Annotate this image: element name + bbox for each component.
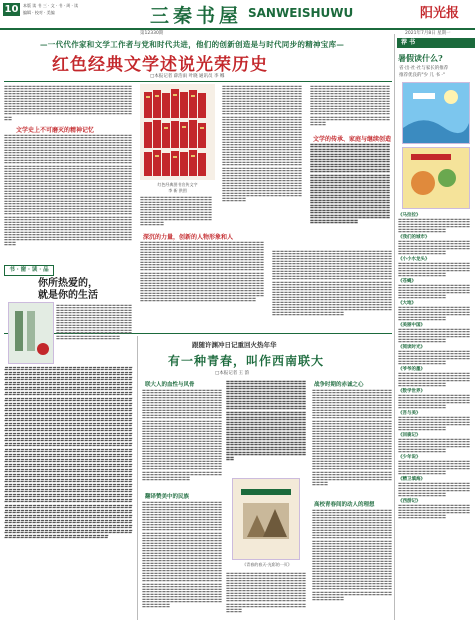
sidebar-item: 《爷爷的墨》 xyxy=(398,367,425,372)
lead-subhead-3: 文学的传承、家庭与继续创造 xyxy=(313,136,392,143)
left-feature-body: 〓〓〓〓〓〓〓〓〓〓〓〓〓〓〓〓〓〓〓〓〓〓〓〓〓〓〓〓〓〓〓〓〓〓〓〓〓〓〓〓〓〓〓〓〓〓〓〓〓〓〓〓〓〓〓〓〓〓〓〓〓〓〓〓〓〓〓〓〓〓〓〓〓〓〓〓〓〓〓〓〓〓〓〓〓〓〓〓〓〓〓〓〓〓〓〓〓〓〓〓〓〓〓〓〓〓〓〓〓〓〓〓〓〓〓〓〓〓〓〓〓〓〓〓〓〓〓〓〓〓〓〓〓〓〓〓〓〓〓〓〓〓〓〓〓〓〓〓〓〓〓〓〓〓〓〓〓〓〓〓〓〓〓〓〓〓〓〓〓〓〓〓〓〓〓〓〓〓〓〓〓〓〓〓〓〓〓〓〓〓〓〓〓〓〓〓〓〓〓〓〓〓〓〓〓〓〓〓〓〓〓〓〓〓〓〓〓〓〓〓〓〓〓〓〓〓〓〓〓〓〓〓〓〓〓〓〓〓〓〓〓〓〓〓〓〓〓〓〓〓〓〓〓〓〓〓〓〓〓〓〓〓〓〓〓〓〓〓〓〓〓〓〓〓〓〓〓〓〓〓〓〓〓〓〓〓〓〓〓〓〓〓〓〓〓〓〓〓〓〓〓〓〓〓〓〓〓〓〓〓〓〓〓〓〓〓〓〓〓〓〓〓〓〓〓〓〓〓〓〓〓〓〓〓〓〓〓〓〓〓〓〓〓〓〓〓〓〓〓〓〓〓〓〓〓〓〓〓〓〓〓〓〓〓〓〓〓〓〓〓〓〓〓〓〓〓〓〓〓〓〓〓〓〓〓〓〓〓〓〓〓〓〓〓〓〓〓〓〓〓〓〓〓〓〓〓〓〓〓〓〓〓〓〓〓〓〓〓〓〓〓〓〓〓〓〓〓〓〓〓〓〓〓〓〓〓〓〓〓〓〓〓〓〓〓〓〓〓〓〓〓〓〓〓〓〓〓〓〓〓〓〓〓〓〓〓〓〓〓〓〓〓〓〓〓〓〓〓〓〓〓〓〓〓〓〓〓〓〓〓〓〓〓〓〓〓〓〓〓〓〓〓〓〓〓〓〓〓〓〓〓〓〓〓〓〓〓〓〓〓〓〓〓〓〓〓〓〓〓〓〓〓〓〓〓〓〓〓〓〓〓〓〓〓〓〓〓〓〓〓〓〓〓〓〓〓〓〓〓〓〓〓〓〓〓〓〓〓〓〓〓〓〓〓〓〓〓〓〓〓〓〓〓〓〓〓〓〓〓〓〓〓〓〓〓〓〓〓〓〓〓〓〓〓〓〓〓〓〓〓〓〓〓〓〓〓〓〓〓〓〓〓〓〓〓〓〓〓〓〓〓〓〓〓〓〓〓〓〓〓〓〓〓〓〓〓〓〓〓〓〓〓〓〓〓〓〓〓〓〓〓〓〓〓〓〓〓〓〓〓〓〓〓〓〓〓〓〓〓〓〓〓〓〓〓〓〓〓〓〓〓〓〓〓〓〓〓〓〓〓〓〓〓〓〓〓〓〓〓〓〓〓〓〓〓〓〓〓〓〓〓〓〓〓〓〓〓〓〓〓〓〓〓〓〓〓〓〓〓〓〓〓〓〓〓〓〓〓〓〓〓〓〓〓〓〓〓〓〓〓〓〓〓〓〓〓〓〓〓〓〓〓〓〓〓〓〓〓〓〓〓〓〓〓〓〓〓〓〓〓〓〓〓〓〓〓〓〓〓〓〓〓〓〓〓〓〓〓〓〓〓〓〓〓〓〓〓〓〓〓〓〓〓〓〓〓〓〓〓〓〓〓〓〓〓〓〓〓〓〓〓〓〓〓〓〓〓〓〓〓〓〓〓〓〓〓〓〓〓〓〓〓〓〓〓〓〓〓〓〓〓〓〓〓〓〓〓〓〓〓〓〓〓〓〓〓〓〓〓〓〓〓〓〓〓〓〓〓〓〓〓〓〓〓〓〓〓〓〓〓〓〓〓〓〓〓〓〓〓〓〓〓〓〓〓〓〓〓〓〓〓〓〓〓〓〓〓〓〓〓〓〓〓〓〓〓〓〓〓〓〓〓〓〓〓〓〓〓〓〓〓〓〓〓〓〓〓〓〓〓〓〓〓〓〓〓〓〓〓〓〓〓〓〓〓〓〓〓〓〓〓〓〓〓〓〓〓〓〓〓〓〓〓〓〓〓〓〓〓〓〓〓〓〓〓〓〓〓〓〓〓〓〓〓〓〓〓〓〓〓〓〓〓〓〓〓〓〓〓〓〓〓〓〓〓〓〓〓〓〓〓〓〓〓〓〓〓〓〓〓〓〓〓〓〓〓〓〓〓〓〓〓〓〓〓〓〓〓〓〓〓〓 xyxy=(4,366,132,540)
lead-body-col4-b: 〓〓〓〓〓〓〓〓〓〓〓〓〓〓〓〓〓〓〓〓〓〓〓〓〓〓〓〓〓〓〓〓〓〓〓〓〓〓〓〓〓〓〓〓〓〓〓〓〓〓〓〓〓〓〓〓〓〓〓〓〓〓〓〓〓〓〓〓〓〓〓〓〓〓〓〓〓〓〓〓〓〓〓〓〓〓〓〓〓〓〓〓〓〓〓〓〓〓〓〓〓〓〓〓〓〓〓〓〓〓〓〓〓〓〓〓〓〓〓〓〓〓〓〓〓〓〓〓〓〓〓〓〓〓〓〓〓〓〓〓〓〓〓〓〓〓〓〓〓〓〓〓〓〓〓〓〓〓〓〓〓〓〓〓〓〓〓〓〓〓〓〓〓〓〓〓〓〓〓〓〓〓〓〓〓〓〓〓〓〓〓〓〓〓〓〓〓〓〓〓〓〓〓〓〓〓〓〓〓〓〓〓〓〓〓〓〓〓〓〓〓〓〓〓〓〓〓〓〓〓〓〓〓〓〓〓〓〓〓〓〓〓〓〓〓〓〓〓〓〓〓〓〓〓〓〓〓〓〓〓〓〓〓〓〓〓〓〓〓〓〓〓〓〓〓〓〓〓〓〓〓〓〓〓〓〓〓〓〓〓〓〓〓〓〓〓〓〓〓〓〓〓〓〓〓〓〓〓〓〓〓〓 xyxy=(310,143,390,225)
sidebar-item-desc: 〓〓〓〓〓〓〓〓〓〓〓〓〓〓〓〓〓〓〓〓〓〓〓〓〓〓〓〓〓〓〓〓〓〓〓〓〓〓〓〓〓〓〓〓〓〓〓〓 xyxy=(398,438,470,454)
masthead-editors: 编辑 · 校对 · 美编 xyxy=(23,10,55,15)
lead-headline: 红色经典文学述说光荣历史 xyxy=(52,55,268,75)
cover-art-yellow xyxy=(403,148,469,208)
sidebar-tag: 荐 书 xyxy=(397,38,475,48)
sidebar-item: 《回鹿记》 xyxy=(398,433,421,438)
sidebar-item: 《数学世界》 xyxy=(398,389,425,394)
newspaper-logo: 阳光报 xyxy=(420,6,460,21)
sidebar-item-desc: 〓〓〓〓〓〓〓〓〓〓〓〓〓〓〓〓〓〓〓〓〓〓〓〓〓〓〓〓〓〓〓〓〓〓〓〓〓〓〓〓〓〓〓〓〓〓〓〓 xyxy=(398,306,470,322)
sidebar-item-desc: 〓〓〓〓〓〓〓〓〓〓〓〓〓〓〓〓〓〓〓〓〓〓〓〓〓〓〓〓〓〓〓〓〓〓〓〓〓〓〓〓〓〓〓〓〓〓〓〓 xyxy=(398,482,470,498)
books-illustration xyxy=(140,84,215,180)
bottom-book-cover xyxy=(232,478,300,560)
section-title-en: SANWEISHUWU xyxy=(248,6,354,20)
sidebar-item-desc: 〓〓〓〓〓〓〓〓〓〓〓〓〓〓〓〓〓〓〓〓〓〓〓〓〓〓〓〓〓〓〓〓〓〓〓〓〓〓〓〓〓〓〓〓〓〓〓〓 xyxy=(398,328,470,344)
lead-kicker: —一代代作家和文学工作者与党和时代共进，他们的创新创造是与时代同步的精神宝库— xyxy=(40,40,345,49)
sidebar-item-desc: 〓〓〓〓〓〓〓〓〓〓〓〓〓〓〓〓〓〓〓〓〓〓〓〓〓〓〓〓〓〓〓〓〓〓〓〓〓〓〓〓〓〓〓〓〓〓〓〓 xyxy=(398,372,470,388)
cover-art-sky xyxy=(403,83,469,143)
image-caption: 红色经典图书宣传文字 xyxy=(157,182,198,187)
sidebar-item: 《阅读时光》 xyxy=(398,345,425,350)
bottom-body-col2-a: 〓〓〓〓〓〓〓〓〓〓〓〓〓〓〓〓〓〓〓〓〓〓〓〓〓〓〓〓〓〓〓〓〓〓〓〓〓〓〓〓〓〓〓〓〓〓〓〓〓〓〓〓〓〓〓〓〓〓〓〓〓〓〓〓〓〓〓〓〓〓〓〓〓〓〓〓〓〓〓〓〓〓〓〓〓〓〓〓〓〓〓〓〓〓〓〓〓〓〓〓〓〓〓〓〓〓〓〓〓〓〓〓〓〓〓〓〓〓〓〓〓〓〓〓〓〓〓〓〓〓〓〓〓〓〓〓〓〓〓〓〓〓〓〓〓〓〓〓〓〓〓〓〓〓〓〓〓〓〓〓〓〓〓〓〓〓〓〓〓〓〓〓〓〓〓〓〓〓〓〓〓〓〓〓〓〓〓〓〓〓〓〓〓〓〓〓〓〓〓〓〓〓〓〓〓〓〓〓〓〓〓〓〓〓〓〓〓〓〓〓〓〓〓〓〓〓〓〓〓〓〓〓〓〓〓〓〓〓〓〓〓〓〓〓〓〓〓〓〓〓〓〓〓〓〓〓〓〓〓〓〓〓〓〓〓〓〓〓〓〓〓〓〓〓〓〓〓〓〓〓〓〓〓〓〓〓〓〓〓〓〓〓〓〓〓〓〓〓〓〓〓〓 xyxy=(226,380,306,462)
sidebar-line-1: 省·出·社·社与家长的推荐 xyxy=(399,66,449,71)
sidebar-line-2: 推荐优良的"少 儿 书 ·" xyxy=(399,73,445,78)
lead-body-col4-c: 〓〓〓〓〓〓〓〓〓〓〓〓〓〓〓〓〓〓〓〓〓〓〓〓〓〓〓〓〓〓〓〓〓〓〓〓〓〓〓〓〓〓〓〓〓〓〓〓〓〓〓〓〓〓〓〓〓〓〓〓〓〓〓〓〓〓〓〓〓〓〓〓〓〓〓〓〓〓〓〓〓〓〓〓〓〓〓〓〓〓〓〓〓〓〓〓〓〓〓〓〓〓〓〓〓〓〓〓〓〓〓〓〓〓〓〓〓〓〓〓〓〓〓〓〓〓〓〓〓〓〓〓〓〓〓〓〓〓〓〓〓〓〓〓〓〓〓〓〓〓〓〓〓〓〓〓〓〓〓〓〓〓〓〓〓〓〓〓〓〓〓〓〓〓〓〓〓〓〓〓〓〓〓〓〓〓〓〓〓〓〓〓〓〓〓〓〓〓〓〓〓〓〓〓〓〓〓〓〓〓〓〓〓〓〓〓〓〓〓〓〓〓〓〓〓〓〓〓〓〓〓〓〓〓〓〓〓〓〓〓〓〓〓〓〓〓〓〓〓〓〓〓〓〓〓〓〓〓〓〓〓〓〓〓〓〓〓〓〓〓〓〓〓〓〓〓〓〓〓〓〓〓〓〓〓〓〓〓〓〓〓〓〓〓〓〓〓〓〓〓〓〓〓〓〓〓〓〓〓〓〓〓〓〓〓〓〓〓〓〓〓〓〓〓〓〓〓〓〓〓〓〓〓〓〓〓〓〓〓〓〓〓〓〓〓〓〓〓〓〓〓〓〓〓〓〓〓〓〓〓〓〓〓〓〓〓〓〓〓〓〓〓〓〓〓〓〓〓 xyxy=(272,250,392,317)
sidebar-item: 《西游记》 xyxy=(398,499,421,504)
issue-number: 第12330期 xyxy=(140,31,164,36)
sidebar-title: 暑假读什么? xyxy=(398,53,443,63)
left-feature-divider xyxy=(137,336,138,620)
sidebar-item: 《大地》 xyxy=(398,301,416,306)
masthead-info: 本版 读 书 三 · 文 · 书 · 周 · 读 xyxy=(23,3,79,8)
bottom-section-4: 高校青春间的动人的理想 xyxy=(314,502,375,508)
sidebar-item-desc: 〓〓〓〓〓〓〓〓〓〓〓〓〓〓〓〓〓〓〓〓〓〓〓〓〓〓〓〓〓〓〓〓〓〓〓〓〓〓〓〓〓〓〓〓〓〓〓〓 xyxy=(398,240,470,256)
lead-body-col2-a: 〓〓〓〓〓〓〓〓〓〓〓〓〓〓〓〓〓〓〓〓〓〓〓〓〓〓〓〓〓〓〓〓〓〓〓〓〓〓〓〓〓〓〓〓〓〓〓〓〓〓〓〓〓〓〓〓〓〓〓〓〓〓〓〓〓〓〓〓〓〓〓〓〓〓〓〓〓〓〓〓〓〓〓〓〓〓〓〓〓〓〓〓〓〓〓〓 xyxy=(140,196,212,227)
lead-rule xyxy=(4,81,392,82)
sidebar-list xyxy=(398,212,473,617)
sidebar-item: 《苍蝇》 xyxy=(398,279,416,284)
lead-body-col1-b: 〓〓〓〓〓〓〓〓〓〓〓〓〓〓〓〓〓〓〓〓〓〓〓〓〓〓〓〓〓〓〓〓〓〓〓〓〓〓〓〓〓〓〓〓〓〓〓〓〓〓〓〓〓〓〓〓〓〓〓〓〓〓〓〓〓〓〓〓〓〓〓〓〓〓〓〓〓〓〓〓〓〓〓〓〓〓〓〓〓〓〓〓〓〓〓〓〓〓〓〓〓〓〓〓〓〓〓〓〓〓〓〓〓〓〓〓〓〓〓〓〓〓〓〓〓〓〓〓〓〓〓〓〓〓〓〓〓〓〓〓〓〓〓〓〓〓〓〓〓〓〓〓〓〓〓〓〓〓〓〓〓〓〓〓〓〓〓〓〓〓〓〓〓〓〓〓〓〓〓〓〓〓〓〓〓〓〓〓〓〓〓〓〓〓〓〓〓〓〓〓〓〓〓〓〓〓〓〓〓〓〓〓〓〓〓〓〓〓〓〓〓〓〓〓〓〓〓〓〓〓〓〓〓〓〓〓〓〓〓〓〓〓〓〓〓〓〓〓〓〓〓〓〓〓〓〓〓〓〓〓〓〓〓〓〓〓〓〓〓〓〓〓〓〓〓〓〓〓〓〓〓〓〓〓〓〓〓〓〓〓〓〓〓〓〓〓〓〓〓〓〓〓〓〓〓〓〓〓〓〓〓〓〓〓〓〓〓〓〓〓〓〓〓〓〓〓〓〓〓〓〓〓〓〓〓〓〓〓〓〓〓〓〓〓〓〓〓〓〓〓〓〓〓〓〓〓〓〓〓〓〓〓〓〓〓〓〓〓〓〓〓〓〓〓〓〓〓〓〓〓〓〓〓〓〓〓〓〓〓〓〓〓〓〓〓〓〓〓〓〓〓〓〓〓〓〓〓〓〓〓〓〓〓〓〓〓〓〓〓〓〓〓〓〓〓〓〓〓〓〓〓〓〓〓〓〓〓〓〓〓〓〓〓〓〓〓〓〓〓〓〓〓〓〓〓〓〓〓〓〓〓〓〓〓〓〓〓〓〓〓〓〓〓〓〓〓〓〓〓〓〓〓〓〓〓〓〓〓〓〓〓〓〓〓〓〓〓〓〓〓〓〓〓〓〓〓〓〓〓〓〓〓〓〓〓〓〓〓〓〓〓〓〓〓〓〓〓〓〓〓〓〓〓〓〓〓〓〓〓〓〓〓〓〓〓〓〓〓〓〓〓〓〓〓〓〓〓〓〓〓〓〓〓〓〓〓〓〓〓〓〓〓〓〓〓〓〓〓〓〓〓〓〓〓〓〓〓〓〓〓〓〓〓〓〓〓〓〓〓〓〓〓〓〓〓〓〓〓〓〓〓〓〓〓〓〓〓〓〓〓〓〓〓〓〓〓〓〓〓〓〓〓〓〓〓〓〓〓〓〓〓〓〓〓〓〓〓〓〓〓〓〓〓〓〓〓〓〓〓〓〓〓〓〓〓〓〓〓〓〓〓〓〓〓〓 xyxy=(4,134,132,246)
sidebar-item-desc: 〓〓〓〓〓〓〓〓〓〓〓〓〓〓〓〓〓〓〓〓〓〓〓〓〓〓〓〓〓〓〓〓〓〓〓〓〓〓〓〓〓〓〓〓〓〓〓〓 xyxy=(398,416,470,432)
masthead-rule xyxy=(0,28,475,30)
sidebar-item: 《美丽中国》 xyxy=(398,323,425,328)
lead-subhead-1: 文学史上不可磨灭的精神记忆 xyxy=(16,127,95,134)
bottom-book-caption: 《青春的春天-光彩的一页》 xyxy=(242,562,292,567)
sidebar-item-desc: 〓〓〓〓〓〓〓〓〓〓〓〓〓〓〓〓〓〓〓〓〓〓〓〓〓〓〓〓〓〓〓〓〓〓〓〓〓〓〓〓〓〓〓〓〓〓〓〓 xyxy=(398,350,470,366)
sidebar-item-desc: 〓〓〓〓〓〓〓〓〓〓〓〓〓〓〓〓〓〓〓〓〓〓〓〓〓〓〓〓〓〓〓〓〓〓〓〓〓〓〓〓〓〓〓〓〓〓〓〓 xyxy=(398,262,470,278)
image-credit: 李 新 供图 xyxy=(168,188,187,193)
sidebar-item: 《我们的城市》 xyxy=(398,235,430,240)
sidebar-item-desc: 〓〓〓〓〓〓〓〓〓〓〓〓〓〓〓〓〓〓〓〓〓〓〓〓〓〓〓〓〓〓〓〓〓〓〓〓〓〓〓〓〓〓〓〓〓〓〓〓 xyxy=(398,284,470,300)
lead-body-col2-b: 〓〓〓〓〓〓〓〓〓〓〓〓〓〓〓〓〓〓〓〓〓〓〓〓〓〓〓〓〓〓〓〓〓〓〓〓〓〓〓〓〓〓〓〓〓〓〓〓〓〓〓〓〓〓〓〓〓〓〓〓〓〓〓〓〓〓〓〓〓〓〓〓〓〓〓〓〓〓〓〓〓〓〓〓〓〓〓〓〓〓〓〓〓〓〓〓〓〓〓〓〓〓〓〓〓〓〓〓〓〓〓〓〓〓〓〓〓〓〓〓〓〓〓〓〓〓〓〓〓〓〓〓〓〓〓〓〓〓〓〓〓〓〓〓〓〓〓〓〓〓〓〓〓〓〓〓〓〓〓〓〓〓〓〓〓〓〓〓〓〓〓〓〓〓〓〓〓〓〓〓〓〓〓〓〓〓〓〓〓〓〓〓〓〓〓〓〓〓〓〓〓〓〓〓〓〓〓〓〓〓〓〓〓〓〓〓〓〓〓〓〓〓〓〓〓〓〓〓〓〓〓〓〓〓〓〓〓〓〓〓〓〓〓〓〓〓〓〓〓〓〓〓〓〓〓〓〓〓〓〓〓〓〓〓〓〓〓〓〓〓〓〓〓〓〓〓〓〓〓〓〓〓〓〓〓〓〓〓〓〓〓〓〓〓〓〓〓〓〓〓〓〓〓〓〓〓〓〓〓〓〓〓〓〓〓〓〓〓〓〓〓〓〓〓〓〓〓〓〓〓〓〓〓〓〓〓〓〓〓〓〓〓〓〓〓〓〓〓〓〓〓〓〓〓〓〓〓〓〓〓〓〓〓〓〓〓〓〓〓〓 xyxy=(140,241,264,303)
bottom-headline: 有一种青春，叫作西南联大 xyxy=(168,354,325,368)
bottom-body-col3-b: 〓〓〓〓〓〓〓〓〓〓〓〓〓〓〓〓〓〓〓〓〓〓〓〓〓〓〓〓〓〓〓〓〓〓〓〓〓〓〓〓〓〓〓〓〓〓〓〓〓〓〓〓〓〓〓〓〓〓〓〓〓〓〓〓〓〓〓〓〓〓〓〓〓〓〓〓〓〓〓〓〓〓〓〓〓〓〓〓〓〓〓〓〓〓〓〓〓〓〓〓〓〓〓〓〓〓〓〓〓〓〓〓〓〓〓〓〓〓〓〓〓〓〓〓〓〓〓〓〓〓〓〓〓〓〓〓〓〓〓〓〓〓〓〓〓〓〓〓〓〓〓〓〓〓〓〓〓〓〓〓〓〓〓〓〓〓〓〓〓〓〓〓〓〓〓〓〓〓〓〓〓〓〓〓〓〓〓〓〓〓〓〓〓〓〓〓〓〓〓〓〓〓〓〓〓〓〓〓〓〓〓〓〓〓〓〓〓〓〓〓〓〓〓〓〓〓〓〓〓〓〓〓〓〓〓〓〓〓〓〓〓〓〓〓〓〓〓〓〓〓〓〓〓〓〓〓〓〓〓〓〓〓〓〓〓〓〓〓〓〓〓〓〓〓〓〓〓〓〓〓〓〓〓〓〓〓〓〓〓〓〓〓〓〓〓〓〓〓〓〓〓〓〓〓〓〓〓〓〓〓〓〓〓〓〓〓〓〓〓〓〓〓〓〓〓〓〓〓〓〓〓〓〓〓〓〓〓〓〓〓〓〓〓〓〓〓〓〓 xyxy=(312,509,392,601)
issue-date: 2021年7月8日 星期一 xyxy=(405,31,451,36)
left-feature-tag: 书 · 窗 · 读 · 品 xyxy=(4,265,54,276)
bottom-section-3: 战争时期的赤诚之心 xyxy=(314,382,364,388)
sidebar-item-desc: 〓〓〓〓〓〓〓〓〓〓〓〓〓〓〓〓〓〓〓〓〓〓〓〓〓〓〓〓〓〓〓〓〓〓〓〓〓〓〓〓〓〓〓〓〓〓〓〓 xyxy=(398,394,470,410)
page-number: 10 xyxy=(4,4,19,15)
lead-body-col1-a: 〓〓〓〓〓〓〓〓〓〓〓〓〓〓〓〓〓〓〓〓〓〓〓〓〓〓〓〓〓〓〓〓〓〓〓〓〓〓〓〓〓〓〓〓〓〓〓〓〓〓〓〓〓〓〓〓〓〓〓〓〓〓〓〓〓〓〓〓〓〓〓〓〓〓〓〓〓〓〓〓〓〓〓〓〓〓〓〓〓〓〓〓〓〓〓〓〓〓〓〓〓〓〓〓〓〓〓〓〓〓〓〓〓〓〓〓〓〓〓〓〓〓〓〓〓〓〓〓〓〓〓〓〓〓〓〓〓〓〓〓〓〓〓〓〓〓〓〓〓〓〓〓〓〓〓〓〓〓〓〓〓〓〓〓〓〓〓〓〓〓〓〓〓〓〓〓〓〓〓〓〓〓〓〓〓〓〓〓〓〓〓〓〓〓 xyxy=(4,85,132,121)
sidebar-divider xyxy=(394,34,395,620)
bottom-body-col2-b: 〓〓〓〓〓〓〓〓〓〓〓〓〓〓〓〓〓〓〓〓〓〓〓〓〓〓〓〓〓〓〓〓〓〓〓〓〓〓〓〓〓〓〓〓〓〓〓〓〓〓〓〓〓〓〓〓〓〓〓〓〓〓〓〓〓〓〓〓〓〓〓〓〓〓〓〓〓〓〓〓〓〓〓〓〓〓〓〓〓〓〓〓〓〓〓〓〓〓〓〓〓〓〓〓〓〓〓〓〓〓〓〓〓〓〓〓〓〓〓〓〓〓〓〓〓〓〓〓〓〓〓〓〓〓〓〓〓〓〓〓〓〓〓〓 xyxy=(226,572,306,613)
lead-body-col4-a: 〓〓〓〓〓〓〓〓〓〓〓〓〓〓〓〓〓〓〓〓〓〓〓〓〓〓〓〓〓〓〓〓〓〓〓〓〓〓〓〓〓〓〓〓〓〓〓〓〓〓〓〓〓〓〓〓〓〓〓〓〓〓〓〓〓〓〓〓〓〓〓〓〓〓〓〓〓〓〓〓〓〓〓〓〓〓〓〓〓〓〓〓〓〓〓〓〓〓〓〓〓〓〓〓〓〓〓〓〓〓〓〓〓〓〓〓〓〓〓〓〓〓〓〓〓〓〓〓〓〓〓〓〓〓〓〓〓〓〓〓〓〓〓〓 xyxy=(310,85,390,126)
lead-byline: □本报记者 薛浩雨 叶晓 通讯员 李 娜 xyxy=(150,74,225,79)
sidebar-item: 《小小水龙头》 xyxy=(398,257,430,262)
bottom-body-col3-a: 〓〓〓〓〓〓〓〓〓〓〓〓〓〓〓〓〓〓〓〓〓〓〓〓〓〓〓〓〓〓〓〓〓〓〓〓〓〓〓〓〓〓〓〓〓〓〓〓〓〓〓〓〓〓〓〓〓〓〓〓〓〓〓〓〓〓〓〓〓〓〓〓〓〓〓〓〓〓〓〓〓〓〓〓〓〓〓〓〓〓〓〓〓〓〓〓〓〓〓〓〓〓〓〓〓〓〓〓〓〓〓〓〓〓〓〓〓〓〓〓〓〓〓〓〓〓〓〓〓〓〓〓〓〓〓〓〓〓〓〓〓〓〓〓〓〓〓〓〓〓〓〓〓〓〓〓〓〓〓〓〓〓〓〓〓〓〓〓〓〓〓〓〓〓〓〓〓〓〓〓〓〓〓〓〓〓〓〓〓〓〓〓〓〓〓〓〓〓〓〓〓〓〓〓〓〓〓〓〓〓〓〓〓〓〓〓〓〓〓〓〓〓〓〓〓〓〓〓〓〓〓〓〓〓〓〓〓〓〓〓〓〓〓〓〓〓〓〓〓〓〓〓〓〓〓〓〓〓〓〓〓〓〓〓〓〓〓〓〓〓〓〓〓〓〓〓〓〓〓〓〓〓〓〓〓〓〓〓〓〓〓〓〓〓〓〓〓〓〓〓〓〓〓〓〓〓〓〓〓〓〓〓〓〓〓〓〓〓〓〓〓〓〓〓〓〓〓〓〓〓〓〓〓〓〓〓〓〓〓〓〓〓〓〓〓〓〓〓〓〓〓〓〓〓〓〓〓〓〓〓〓〓〓〓 xyxy=(312,389,392,486)
sidebar-item: 《马拉拉》 xyxy=(398,213,421,218)
lead-body-col3: 〓〓〓〓〓〓〓〓〓〓〓〓〓〓〓〓〓〓〓〓〓〓〓〓〓〓〓〓〓〓〓〓〓〓〓〓〓〓〓〓〓〓〓〓〓〓〓〓〓〓〓〓〓〓〓〓〓〓〓〓〓〓〓〓〓〓〓〓〓〓〓〓〓〓〓〓〓〓〓〓〓〓〓〓〓〓〓〓〓〓〓〓〓〓〓〓〓〓〓〓〓〓〓〓〓〓〓〓〓〓〓〓〓〓〓〓〓〓〓〓〓〓〓〓〓〓〓〓〓〓〓〓〓〓〓〓〓〓〓〓〓〓〓〓〓〓〓〓〓〓〓〓〓〓〓〓〓〓〓〓〓〓〓〓〓〓〓〓〓〓〓〓〓〓〓〓〓〓〓〓〓〓〓〓〓〓〓〓〓〓〓〓〓〓〓〓〓〓〓〓〓〓〓〓〓〓〓〓〓〓〓〓〓〓〓〓〓〓〓〓〓〓〓〓〓〓〓〓〓〓〓〓〓〓〓〓〓〓〓〓〓〓〓〓〓〓〓〓〓〓〓〓〓〓〓〓〓〓〓〓〓〓〓〓〓〓〓〓〓〓〓〓〓〓〓〓〓〓〓〓〓〓〓〓〓〓〓〓〓〓〓〓〓〓〓〓〓〓〓〓〓〓〓〓〓〓〓〓〓〓〓〓〓〓〓〓〓〓〓〓〓〓〓〓〓〓〓〓〓〓〓〓〓〓〓〓〓〓〓〓〓〓〓〓〓〓〓〓〓〓〓〓〓〓〓〓〓〓〓〓〓〓〓〓〓〓〓〓〓〓〓〓〓〓〓〓〓〓〓〓〓〓〓〓〓〓〓〓〓〓〓〓〓〓〓〓〓〓〓〓〓〓〓〓〓〓〓〓〓〓〓〓〓〓〓〓〓〓〓〓〓〓〓〓〓〓〓〓〓〓〓〓〓〓〓〓〓〓〓〓〓〓〓〓〓〓 xyxy=(222,85,302,203)
bottom-section-2: 翻译赞美中的民族 xyxy=(145,494,190,500)
sidebar-item: 《精卫填海》 xyxy=(398,477,425,482)
cover-art-lianda xyxy=(233,479,299,559)
sidebar-item: 《吾与美》 xyxy=(398,411,421,416)
sidebar-item-desc: 〓〓〓〓〓〓〓〓〓〓〓〓〓〓〓〓〓〓〓〓〓〓〓〓〓〓〓〓〓〓〓〓〓〓〓〓〓〓〓〓〓〓〓〓〓〓〓〓 xyxy=(398,218,470,234)
sidebar-item-desc: 〓〓〓〓〓〓〓〓〓〓〓〓〓〓〓〓〓〓〓〓〓〓〓〓〓〓〓〓〓〓〓〓〓〓〓〓〓〓〓〓〓〓〓〓〓〓〓〓 xyxy=(398,460,470,476)
sidebar-item-desc: 〓〓〓〓〓〓〓〓〓〓〓〓〓〓〓〓〓〓〓〓〓〓〓〓〓〓〓〓〓〓〓〓〓〓〓〓〓〓〓〓〓〓〓〓〓〓〓〓 xyxy=(398,504,470,520)
left-feature-title-line-2: 就是你的生活 xyxy=(38,290,98,301)
section-title: 三秦书屋 xyxy=(150,5,243,27)
red-classics-books-image xyxy=(140,84,215,180)
bottom-body-col1-a: 〓〓〓〓〓〓〓〓〓〓〓〓〓〓〓〓〓〓〓〓〓〓〓〓〓〓〓〓〓〓〓〓〓〓〓〓〓〓〓〓〓〓〓〓〓〓〓〓〓〓〓〓〓〓〓〓〓〓〓〓〓〓〓〓〓〓〓〓〓〓〓〓〓〓〓〓〓〓〓〓〓〓〓〓〓〓〓〓〓〓〓〓〓〓〓〓〓〓〓〓〓〓〓〓〓〓〓〓〓〓〓〓〓〓〓〓〓〓〓〓〓〓〓〓〓〓〓〓〓〓〓〓〓〓〓〓〓〓〓〓〓〓〓〓〓〓〓〓〓〓〓〓〓〓〓〓〓〓〓〓〓〓〓〓〓〓〓〓〓〓〓〓〓〓〓〓〓〓〓〓〓〓〓〓〓〓〓〓〓〓〓〓〓〓〓〓〓〓〓〓〓〓〓〓〓〓〓〓〓〓〓〓〓〓〓〓〓〓〓〓〓〓〓〓〓〓〓〓〓〓〓〓〓〓〓〓〓〓〓〓〓〓〓〓〓〓〓〓〓〓〓〓〓〓〓〓〓〓〓〓〓〓〓〓〓〓〓〓〓〓〓〓〓〓〓〓〓〓〓〓〓〓〓〓〓〓〓〓〓〓〓〓〓〓〓〓〓〓〓〓〓〓〓〓〓〓〓〓〓〓〓〓〓〓〓〓〓〓〓〓〓〓〓〓〓〓〓〓〓〓〓〓〓〓〓〓〓〓〓〓〓〓〓〓〓〓〓〓〓〓〓〓 xyxy=(142,389,222,481)
masthead xyxy=(0,0,475,28)
book-cover-1 xyxy=(402,82,470,144)
left-feature-book-cover xyxy=(8,302,54,364)
bottom-byline: □本报记者 王 韵 xyxy=(215,371,250,376)
left-feature-title-line-1: 你所热爱的， xyxy=(38,278,98,289)
bottom-body-col1-b: 〓〓〓〓〓〓〓〓〓〓〓〓〓〓〓〓〓〓〓〓〓〓〓〓〓〓〓〓〓〓〓〓〓〓〓〓〓〓〓〓〓〓〓〓〓〓〓〓〓〓〓〓〓〓〓〓〓〓〓〓〓〓〓〓〓〓〓〓〓〓〓〓〓〓〓〓〓〓〓〓〓〓〓〓〓〓〓〓〓〓〓〓〓〓〓〓〓〓〓〓〓〓〓〓〓〓〓〓〓〓〓〓〓〓〓〓〓〓〓〓〓〓〓〓〓〓〓〓〓〓〓〓〓〓〓〓〓〓〓〓〓〓〓〓〓〓〓〓〓〓〓〓〓〓〓〓〓〓〓〓〓〓〓〓〓〓〓〓〓〓〓〓〓〓〓〓〓〓〓〓〓〓〓〓〓〓〓〓〓〓〓〓〓〓〓〓〓〓〓〓〓〓〓〓〓〓〓〓〓〓〓〓〓〓〓〓〓〓〓〓〓〓〓〓〓〓〓〓〓〓〓〓〓〓〓〓〓〓〓〓〓〓〓〓〓〓〓〓〓〓〓〓〓〓〓〓〓〓〓〓〓〓〓〓〓〓〓〓〓〓〓〓〓〓〓〓〓〓〓〓〓〓〓〓〓〓〓〓〓〓〓〓〓〓〓〓〓〓〓〓〓〓〓〓〓〓〓〓〓〓〓〓〓〓〓〓〓〓〓〓〓〓〓〓〓〓〓〓〓〓〓〓〓〓〓〓〓〓〓〓〓〓〓〓〓〓〓〓〓〓〓〓〓〓〓〓〓〓〓〓〓〓〓〓〓〓〓〓〓〓〓〓〓〓〓〓〓〓〓〓〓〓〓〓〓〓〓〓〓〓〓〓〓〓〓〓〓〓〓〓〓〓〓〓〓〓〓 xyxy=(142,501,222,608)
left-feature-intro: 〓〓〓〓〓〓〓〓〓〓〓〓〓〓〓〓〓〓〓〓〓〓〓〓〓〓〓〓〓〓〓〓〓〓〓〓〓〓〓〓〓〓〓〓〓〓〓〓〓〓〓〓〓〓〓〓〓〓〓〓〓〓〓〓〓〓〓〓〓〓〓〓〓〓〓〓〓〓〓〓〓〓〓〓〓〓〓〓〓〓〓〓〓〓〓〓〓〓〓〓〓〓〓〓〓〓〓〓〓〓〓〓〓〓〓〓〓〓〓〓〓〓〓〓〓〓〓〓〓〓 xyxy=(56,304,132,340)
left-feature-title xyxy=(38,278,98,302)
sidebar-item: 《少年说》 xyxy=(398,455,421,460)
cover-art-green xyxy=(9,303,53,363)
bottom-kicker: 跟随许渊冲日记重回火热年华 xyxy=(192,341,277,349)
book-cover-2 xyxy=(402,147,470,209)
bottom-section-1: 联大人的血性与风骨 xyxy=(145,382,195,388)
lead-subhead-2: 深沉的力量，创新的人物形象和人 xyxy=(143,234,234,241)
